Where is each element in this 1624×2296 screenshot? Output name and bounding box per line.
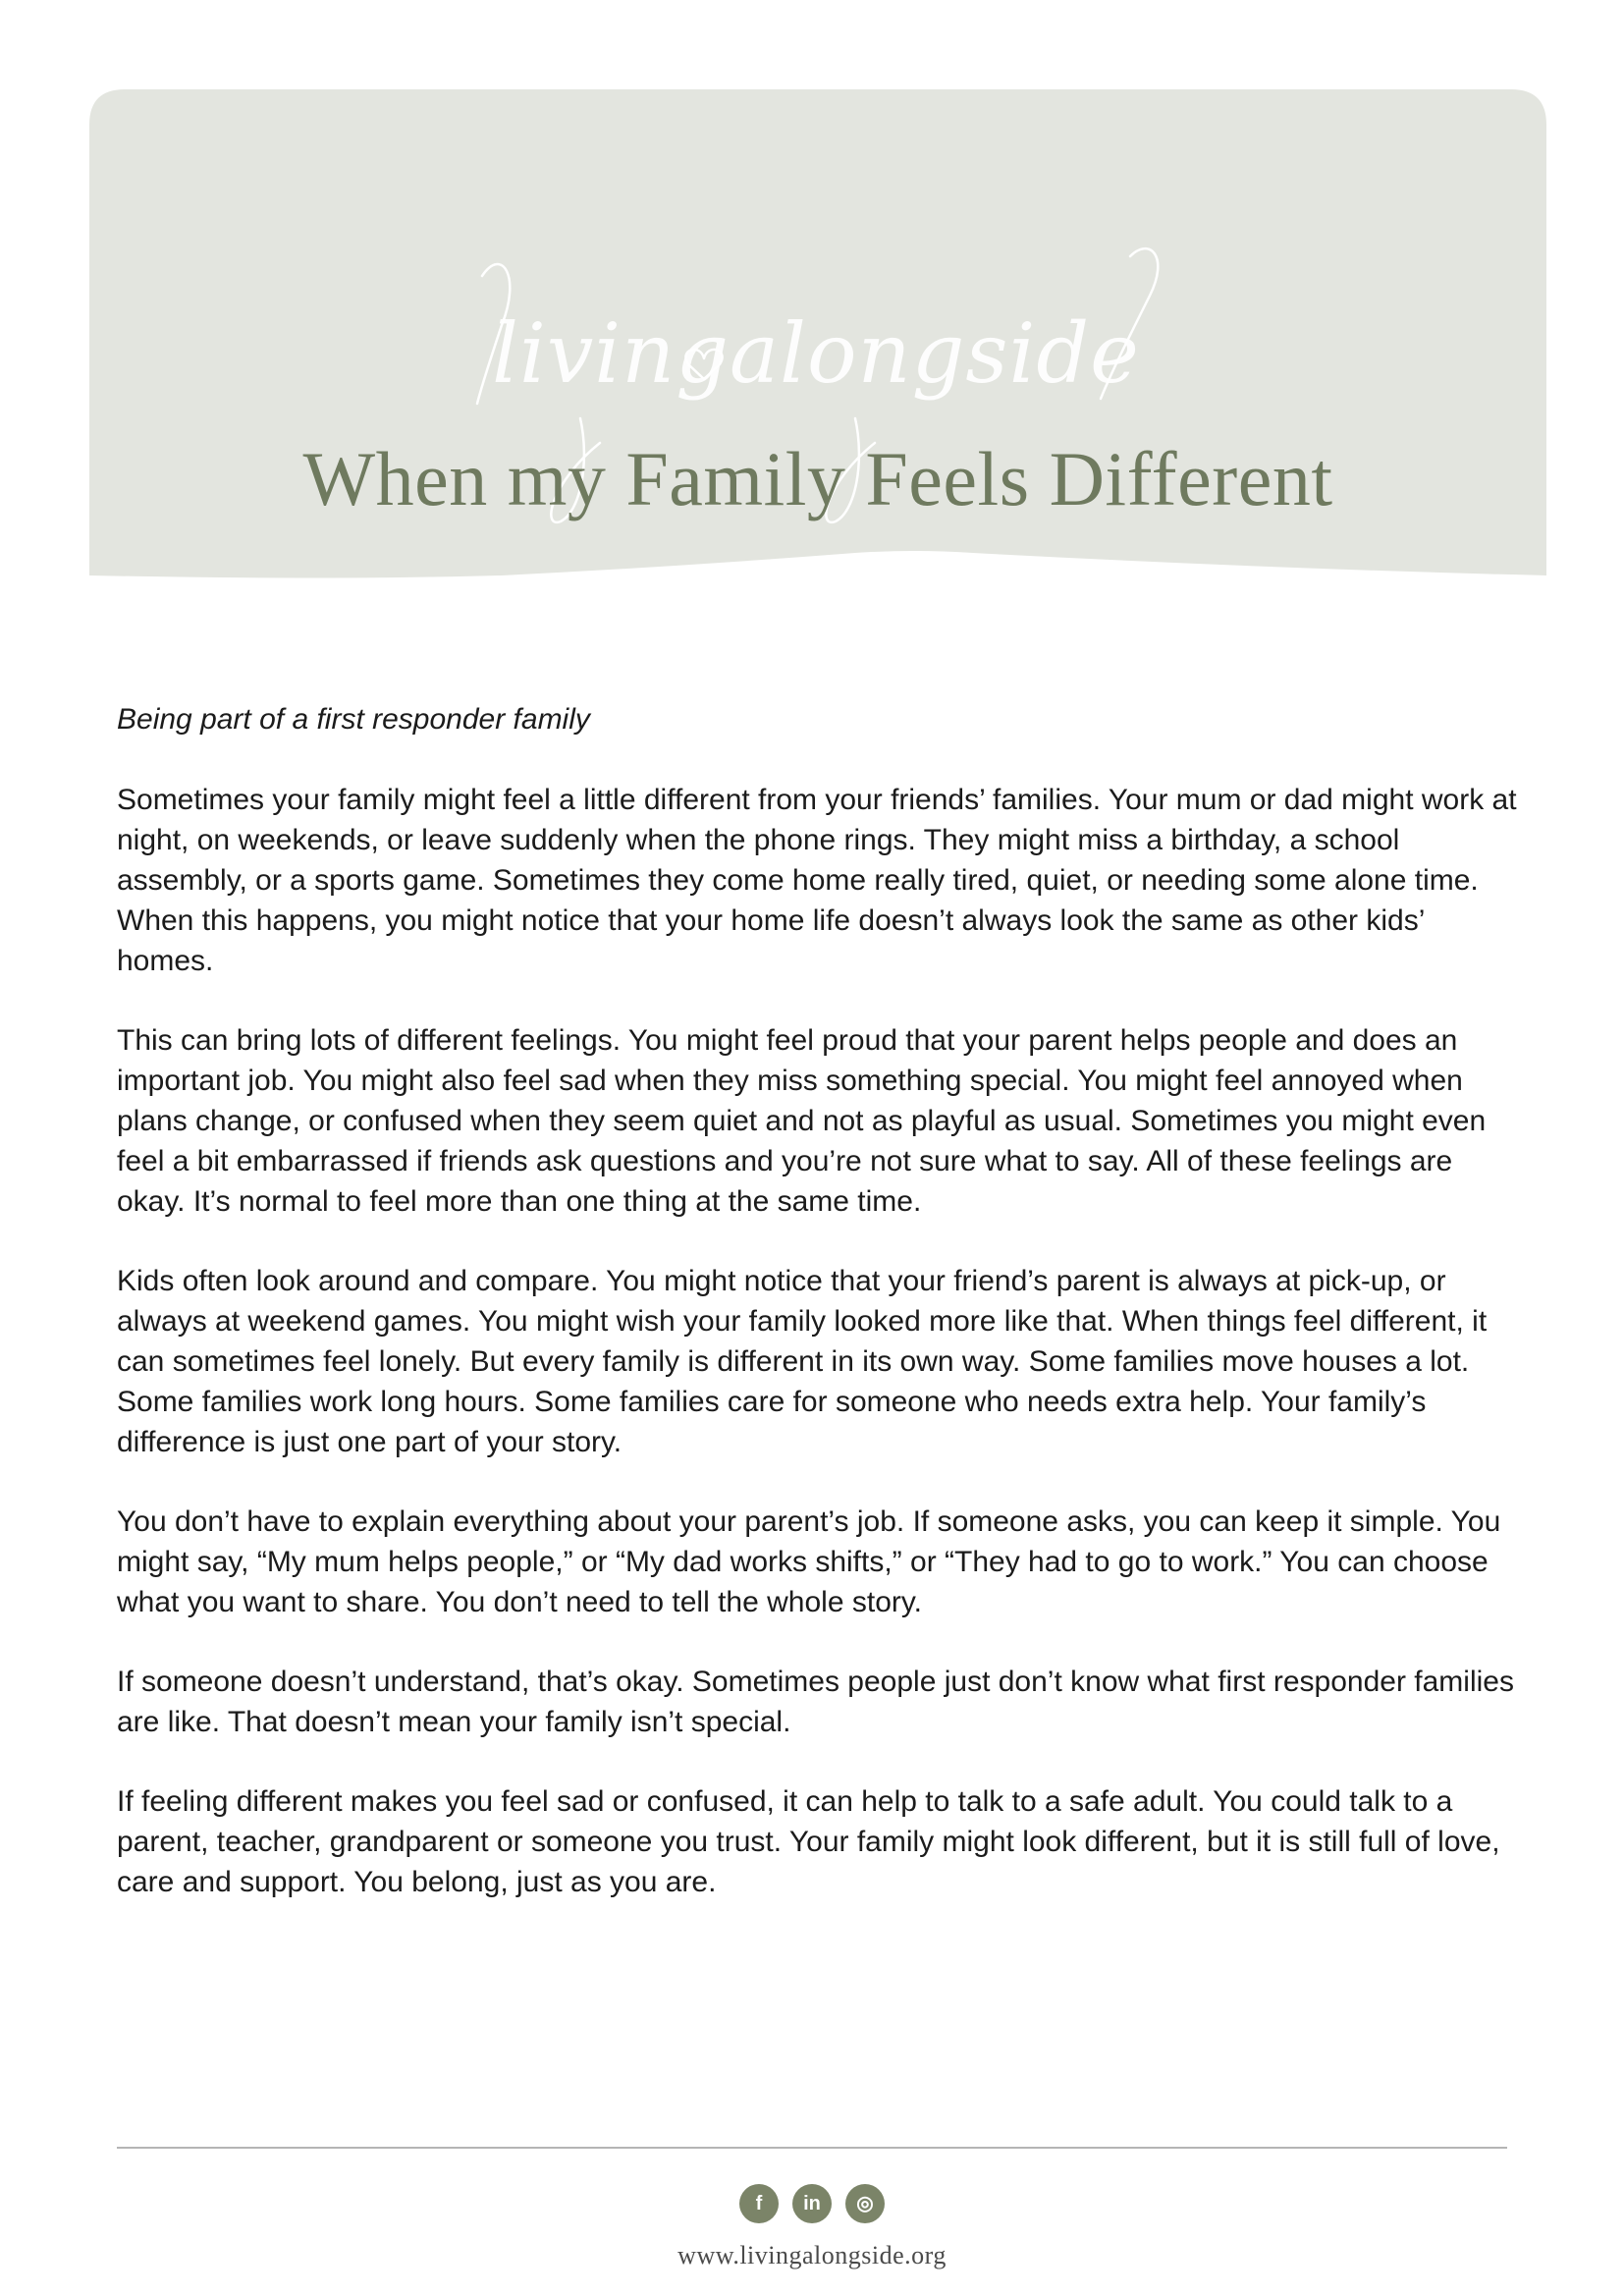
paragraph: If feeling different makes you feel sad or confused, it can help to talk to a safe adult. You could talk to a parent, teacher, grandparent or someone you trust. Your family might look different, but it is still full of love, care and support. You belong, just as you are. [117,1785,1500,1898]
facebook-icon[interactable]: f [739,2184,779,2223]
article-subtitle: Being part of a first responder family [117,703,590,736]
article-body [117,699,1521,1941]
footer-divider [117,2147,1507,2149]
paragraph: You don’t have to explain everything about your parent’s job. If someone asks, you can keep it simple. You might say, “My mum helps people,” or “My dad works shifts,” or “They had to go to work.” You can choose what you want to share. You don’t need to tell the whole story. [117,1505,1501,1618]
paragraph: Sometimes your family might feel a little different from your friends’ families. Your mum or dad might work at night, on weekends, or leave suddenly when the phone rings. They might miss a birthday, a school assembly, or a sports game. Sometimes they come home really tired, quiet, or needing some alone time. When this happens, you might notice that your home life doesn’t always look the same as other kids’ homes. [117,784,1517,977]
paragraph: If someone doesn’t understand, that’s okay. Sometimes people just don’t know what first responder families are like. That doesn’t mean your family isn’t special. [117,1666,1514,1738]
website-link[interactable]: www.livingalongside.org [677,2241,947,2269]
linkedin-icon[interactable]: in [792,2184,832,2223]
page-title: When my Family Feels Different [302,436,1333,521]
social-links [0,2184,1624,2223]
logo-text: livingalongside [492,305,1140,402]
instagram-icon[interactable]: ◎ [845,2184,885,2223]
header-banner [89,89,1546,580]
paragraph: Kids often look around and compare. You might notice that your friend’s parent is always at pick-up, or always at weekend games. You might wish your family looked more like that. When things feel different, it can sometimes feel lonely. But every family is different in its own way. Some families move houses a lot. Some families work long hours. Some families care for someone who needs extra help. Your family’s difference is just one part of your story. [117,1265,1488,1458]
paragraph: This can bring lots of different feelings. You might feel proud that your parent helps people and does an important job. You might also feel sad when they miss something special. You might feel annoyed when plans change, or confused when they seem quiet and not as playful as usual. Sometimes you might even feel a bit embarrassed if friends ask questions and you’re not sure what to say. All of these feelings are okay. It’s normal to feel more than one thing at the same time. [117,1024,1487,1218]
